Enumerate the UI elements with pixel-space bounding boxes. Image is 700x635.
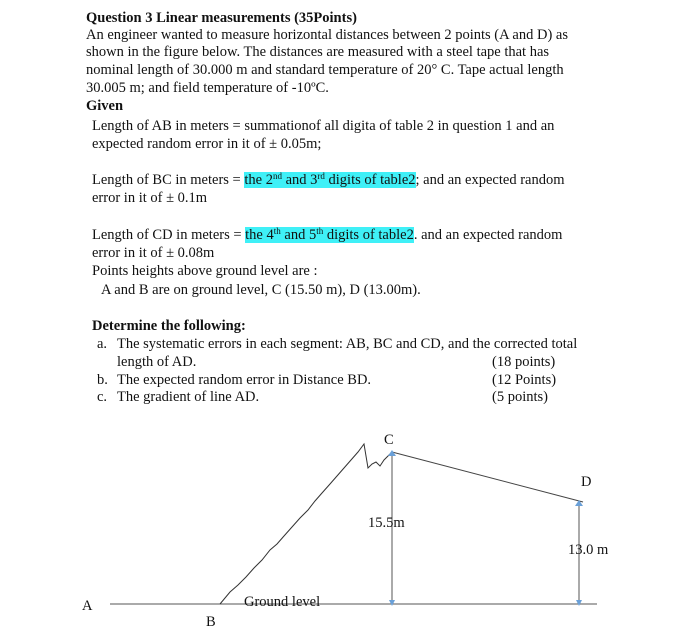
- height-d-arrow-top: [575, 500, 583, 506]
- item-a-line-1: The systematic errors in each segment: AB, BC and CD, and the corrected total: [117, 336, 578, 352]
- intro-line-2: shown in the figure below. The distances are measured with a steel tape that has: [86, 44, 550, 60]
- intro-line-3: nominal length of 30.000 m and standard temperature of 20° C. Tape actual length: [86, 62, 564, 78]
- label-d: D: [581, 474, 592, 490]
- line-cd: [392, 452, 583, 502]
- item-a-line-2: length of AD.: [117, 354, 197, 370]
- item-b-marker: b.: [97, 372, 108, 388]
- height-c-label: 15.5m: [368, 515, 405, 531]
- intro-line-4: 30.005 m; and field temperature of -10ºC.: [86, 80, 329, 96]
- bc-highlight: the 2nd and 3rd digits of table2: [244, 171, 416, 188]
- given-label: Given: [86, 98, 124, 114]
- terrain: [220, 444, 392, 604]
- intro-line-1: An engineer wanted to measure horizontal distances between 2 points (A and D) as: [86, 27, 568, 43]
- cd-prefix: Length of CD in meters =: [92, 227, 246, 243]
- question-title: Question 3 Linear measurements (35Points): [86, 10, 357, 26]
- label-b: B: [206, 614, 216, 630]
- item-a-points: (18 points): [492, 354, 556, 370]
- bc-prefix: Length of BC in meters =: [92, 172, 245, 188]
- ground-level-label: Ground level: [244, 594, 321, 610]
- heights-text: A and B are on ground level, C (15.50 m), D (13.00m).: [101, 282, 421, 298]
- height-c-arrow-bottom: [389, 600, 395, 606]
- label-c: C: [384, 432, 394, 448]
- item-a-marker: a.: [97, 336, 108, 352]
- cd-suffix: . and an expected random: [413, 227, 563, 243]
- item-b-line-1: The expected random error in Distance BD.: [117, 372, 372, 388]
- heights-label: Points heights above ground level are :: [92, 263, 318, 279]
- cd-highlight: the 4th and 5th digits of table2: [245, 226, 414, 243]
- height-d-arrow-bottom: [576, 600, 582, 606]
- item-c-points: (5 points): [492, 389, 548, 405]
- item-b-points: (12 Points): [492, 372, 557, 388]
- determine-label: Determine the following:: [92, 318, 246, 334]
- item-c-marker: c.: [97, 389, 108, 405]
- bc-line-2: error in it of ± 0.1m: [92, 190, 208, 206]
- bc-suffix: ; and an expected random: [415, 172, 565, 188]
- height-d-label: 13.0 m: [568, 542, 609, 558]
- cd-line-2: error in it of ± 0.08m: [92, 245, 215, 261]
- item-c-line-1: The gradient of line AD.: [117, 389, 260, 405]
- ab-line-2: expected random error in it of ± 0.05m;: [92, 136, 322, 152]
- ab-line-1: Length of AB in meters = summationof all digita of table 2 in question 1 and an: [92, 118, 555, 134]
- label-a: A: [82, 598, 93, 614]
